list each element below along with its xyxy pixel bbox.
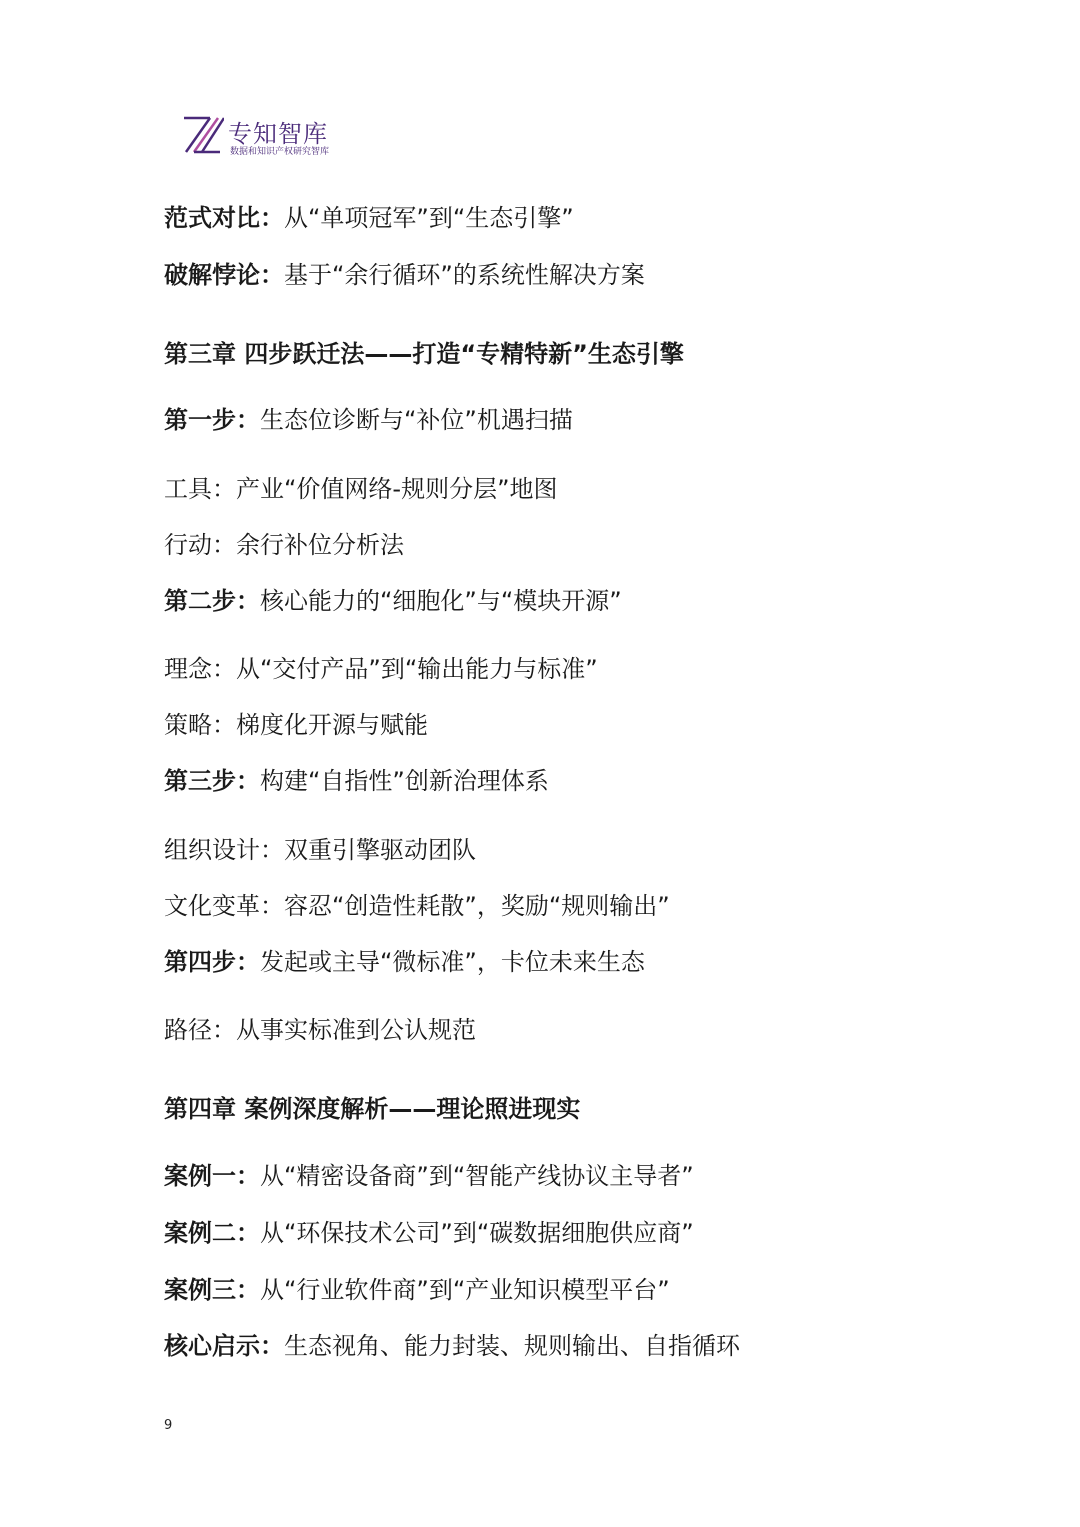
line-sep: ： — [236, 767, 260, 795]
line-core-insight — [164, 1331, 740, 1361]
line-text: 从“环保技术公司”到“碳数据细胞供应商” — [260, 1219, 694, 1247]
line-strategy: 策略：梯度化开源与赋能 — [164, 711, 428, 739]
line-sep: ： — [236, 1162, 260, 1190]
line-concept: 理念：从“交付产品”到“输出能力与标准” — [164, 655, 598, 683]
line-tool: 工具：产业“价值网络-规则分层”地图 — [164, 475, 558, 503]
logo-title: 专知智库 — [228, 120, 328, 148]
line-step-2 — [164, 586, 622, 616]
line-text: 构建“自指性”创新治理体系 — [260, 767, 549, 795]
line-text: 从“精密设备商”到“智能产线协议主导者” — [260, 1162, 694, 1190]
line-text: 基于“余行循环”的系统性解决方案 — [284, 261, 645, 289]
line-paradigm-comparison — [164, 203, 574, 233]
line-label: 案例三 — [164, 1276, 236, 1304]
line-text: 核心能力的“细胞化”与“模块开源” — [260, 587, 622, 615]
line-sep: ： — [236, 948, 260, 976]
logo — [180, 112, 380, 156]
chapter-3-heading: 第三章 四步跃迁法——打造“专精特新”生态引擎 — [164, 340, 684, 368]
line-culture: 文化变革：容忍“创造性耗散”，奖励“规则输出” — [164, 892, 670, 920]
line-sep: ： — [260, 204, 284, 232]
line-sep: ： — [236, 406, 260, 434]
line-step-4 — [164, 947, 645, 977]
line-action: 行动：余行补位分析法 — [164, 531, 404, 559]
line-sep: ： — [236, 1219, 260, 1247]
line-path: 路径：从事实标准到公认规范 — [164, 1016, 476, 1044]
line-label: 核心启示 — [164, 1332, 260, 1360]
chapter-4-heading: 第四章 案例深度解析——理论照进现实 — [164, 1095, 581, 1123]
line-step-1 — [164, 405, 573, 435]
line-label: 第三步 — [164, 767, 236, 795]
logo-mark-icon — [180, 112, 224, 156]
line-text: 生态视角、能力封装、规则输出、自指循环 — [284, 1332, 740, 1360]
line-label: 案例一 — [164, 1162, 236, 1190]
line-text: 发起或主导“微标准”，卡位未来生态 — [260, 948, 645, 976]
line-sep: ： — [236, 1276, 260, 1304]
line-label: 范式对比 — [164, 204, 260, 232]
line-sep: ： — [260, 261, 284, 289]
line-text: 从“行业软件商”到“产业知识模型平台” — [260, 1276, 670, 1304]
line-case-1 — [164, 1161, 694, 1191]
line-text: 从“单项冠军”到“生态引擎” — [284, 204, 574, 232]
line-sep: ： — [260, 1332, 284, 1360]
line-step-3 — [164, 766, 549, 796]
line-org-design: 组织设计：双重引擎驱动团队 — [164, 836, 476, 864]
line-paradox — [164, 260, 645, 290]
line-label: 第四步 — [164, 948, 236, 976]
line-label: 案例二 — [164, 1219, 236, 1247]
logo-subtitle: 数据和知识产权研究智库 — [230, 147, 330, 157]
line-case-3 — [164, 1275, 670, 1305]
line-label: 第一步 — [164, 406, 236, 434]
line-text: 生态位诊断与“补位”机遇扫描 — [260, 406, 573, 434]
line-label: 破解悖论 — [164, 261, 260, 289]
page-number: 9 — [164, 1418, 173, 1433]
line-sep: ： — [236, 587, 260, 615]
line-label: 第二步 — [164, 587, 236, 615]
line-case-2 — [164, 1218, 694, 1248]
